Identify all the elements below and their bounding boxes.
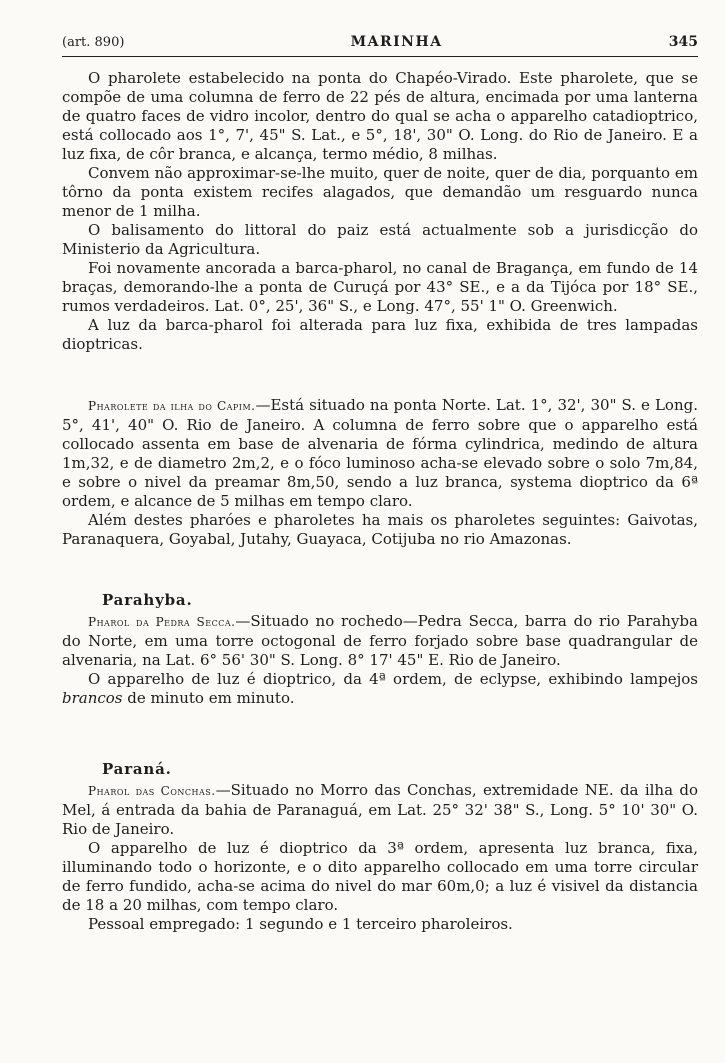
paragraph-barca-light: A luz da barca-pharol foi alterada para luz fixa, exhibida de tres lampadas dioptricas.	[62, 316, 698, 353]
paragraph-conchas	[62, 781, 698, 839]
article-reference: (art. 890)	[62, 35, 125, 50]
paragraph-jurisdiction: O balisamento do littoral do paiz está actualmente sob a jurisdicção do Ministerio da Agricultura.	[62, 221, 698, 258]
parahyba-section	[62, 591, 698, 708]
paragraph-chapeo-virado: O pharolete estabelecido na ponta do Chapéo-Virado. Este pharolete, que se compõe de uma columna de ferro de 22 pés de altura, encimada por uma lanterna de quatro faces de vidro incolor, dentro do qual se acha o apparelho catadioptrico, está collocado aos 1°, 7', 45" S. Lat., e 5°, 18', 30" O. Long. do Rio de Janeiro. E a luz fixa, de côr branca, e alcança, termo médio, 8 milhas.	[62, 69, 698, 163]
section-heading: Paraná.	[102, 760, 172, 778]
paragraph-apparatus: O apparelho de luz é dioptrico da 3ª ordem, apresenta luz branca, fixa, illuminando todo o horizonte, e o dito apparelho collocado em uma torre circular de ferro fundido, acha-se acima do nivel do mar 60m,0; a luz é visivel da distancia de 18 a 20 milhas, com tempo claro.	[62, 839, 698, 914]
paragraph-personnel: Pessoal empregado: 1 segundo e 1 terceiro pharoleiros.	[88, 915, 513, 933]
paragraph-capim	[62, 396, 698, 511]
capim-section	[62, 396, 698, 549]
paragraph-barca-pharol: Foi novamente ancorada a barca-pharol, no canal de Bragança, em fundo de 14 braças, demorando-lhe a ponta de Curuçá por 43° SE., e a da Tijóca por 18° SE., rumos verdadeiros. Lat. 0°, 25', 36" S., e Long. 47°, 55' 1" O. Greenwich.	[62, 259, 698, 315]
entry-label: Pharolete da ilha do Capim.	[88, 399, 256, 413]
paragraph-pedra-secca	[62, 612, 698, 670]
paragraph-warning: Convem não approximar-se-lhe muito, quer de noite, quer de dia, porquanto em tôrno da ponta existem recifes alagados, que demandão um resguardo nunca menor de 1 milha.	[62, 164, 698, 220]
paragraph-other-pharoletes: Além destes pharóes e pharoletes ha mais os pharoletes seguintes: Gaivotas, Paranaquera, Goyabal, Jutahy, Guayaca, Cotijuba no rio Amazonas.	[62, 511, 698, 548]
italic-word: brancos	[62, 689, 123, 707]
intro-section	[62, 69, 698, 354]
entry-text: —Situado no Morro das Conchas, extremidade NE. da ilha do Mel, á entrada da bahia de Paranaguá, em Lat. 25° 32' 38" S., Long. 5° 10' 30" O. Rio de Janeiro.	[62, 781, 699, 838]
entry-label: Pharol da Pedra Secca.	[88, 615, 236, 629]
parana-section	[62, 760, 698, 934]
page	[62, 34, 698, 934]
running-title: MARINHA	[350, 34, 443, 50]
entry-text: —Está situado na ponta Norte. Lat. 1°, 32', 30" S. e Long. 5°, 41', 40" O. Rio de Janeiro. A columna de ferro sobre que o apparelho está collocado assenta em base de alvenaria de fórma cylindrica, medindo de altura 1m,32, e de diametro 2m,2, e o fóco luminoso acha-se elevado sobre o solo 7m,84, e sobre o nivel da preamar 8m,50, sendo a luz branca, systema dioptrico da 6ª ordem, e alcance de 5 milhas em tempo claro.	[62, 396, 698, 510]
page-number: 345	[668, 34, 698, 50]
section-heading: Parahyba.	[102, 591, 193, 609]
entry-label: Pharol das Conchas.	[88, 784, 216, 798]
page-header	[62, 34, 698, 57]
paragraph-apparatus: O apparelho de luz é dioptrico, da 4ª ordem, de eclypse, exhibindo lampejos brancos de minuto em minuto.	[62, 670, 698, 707]
entry-text: —Situado no rochedo—Pedra Secca, barra do rio Parahyba do Norte, em uma torre octogonal de ferro forjado sobre base quadrangular de alvenaria, na Lat. 6° 56' 30" S. Long. 8° 17' 45" E. Rio de Janeiro.	[62, 612, 698, 669]
